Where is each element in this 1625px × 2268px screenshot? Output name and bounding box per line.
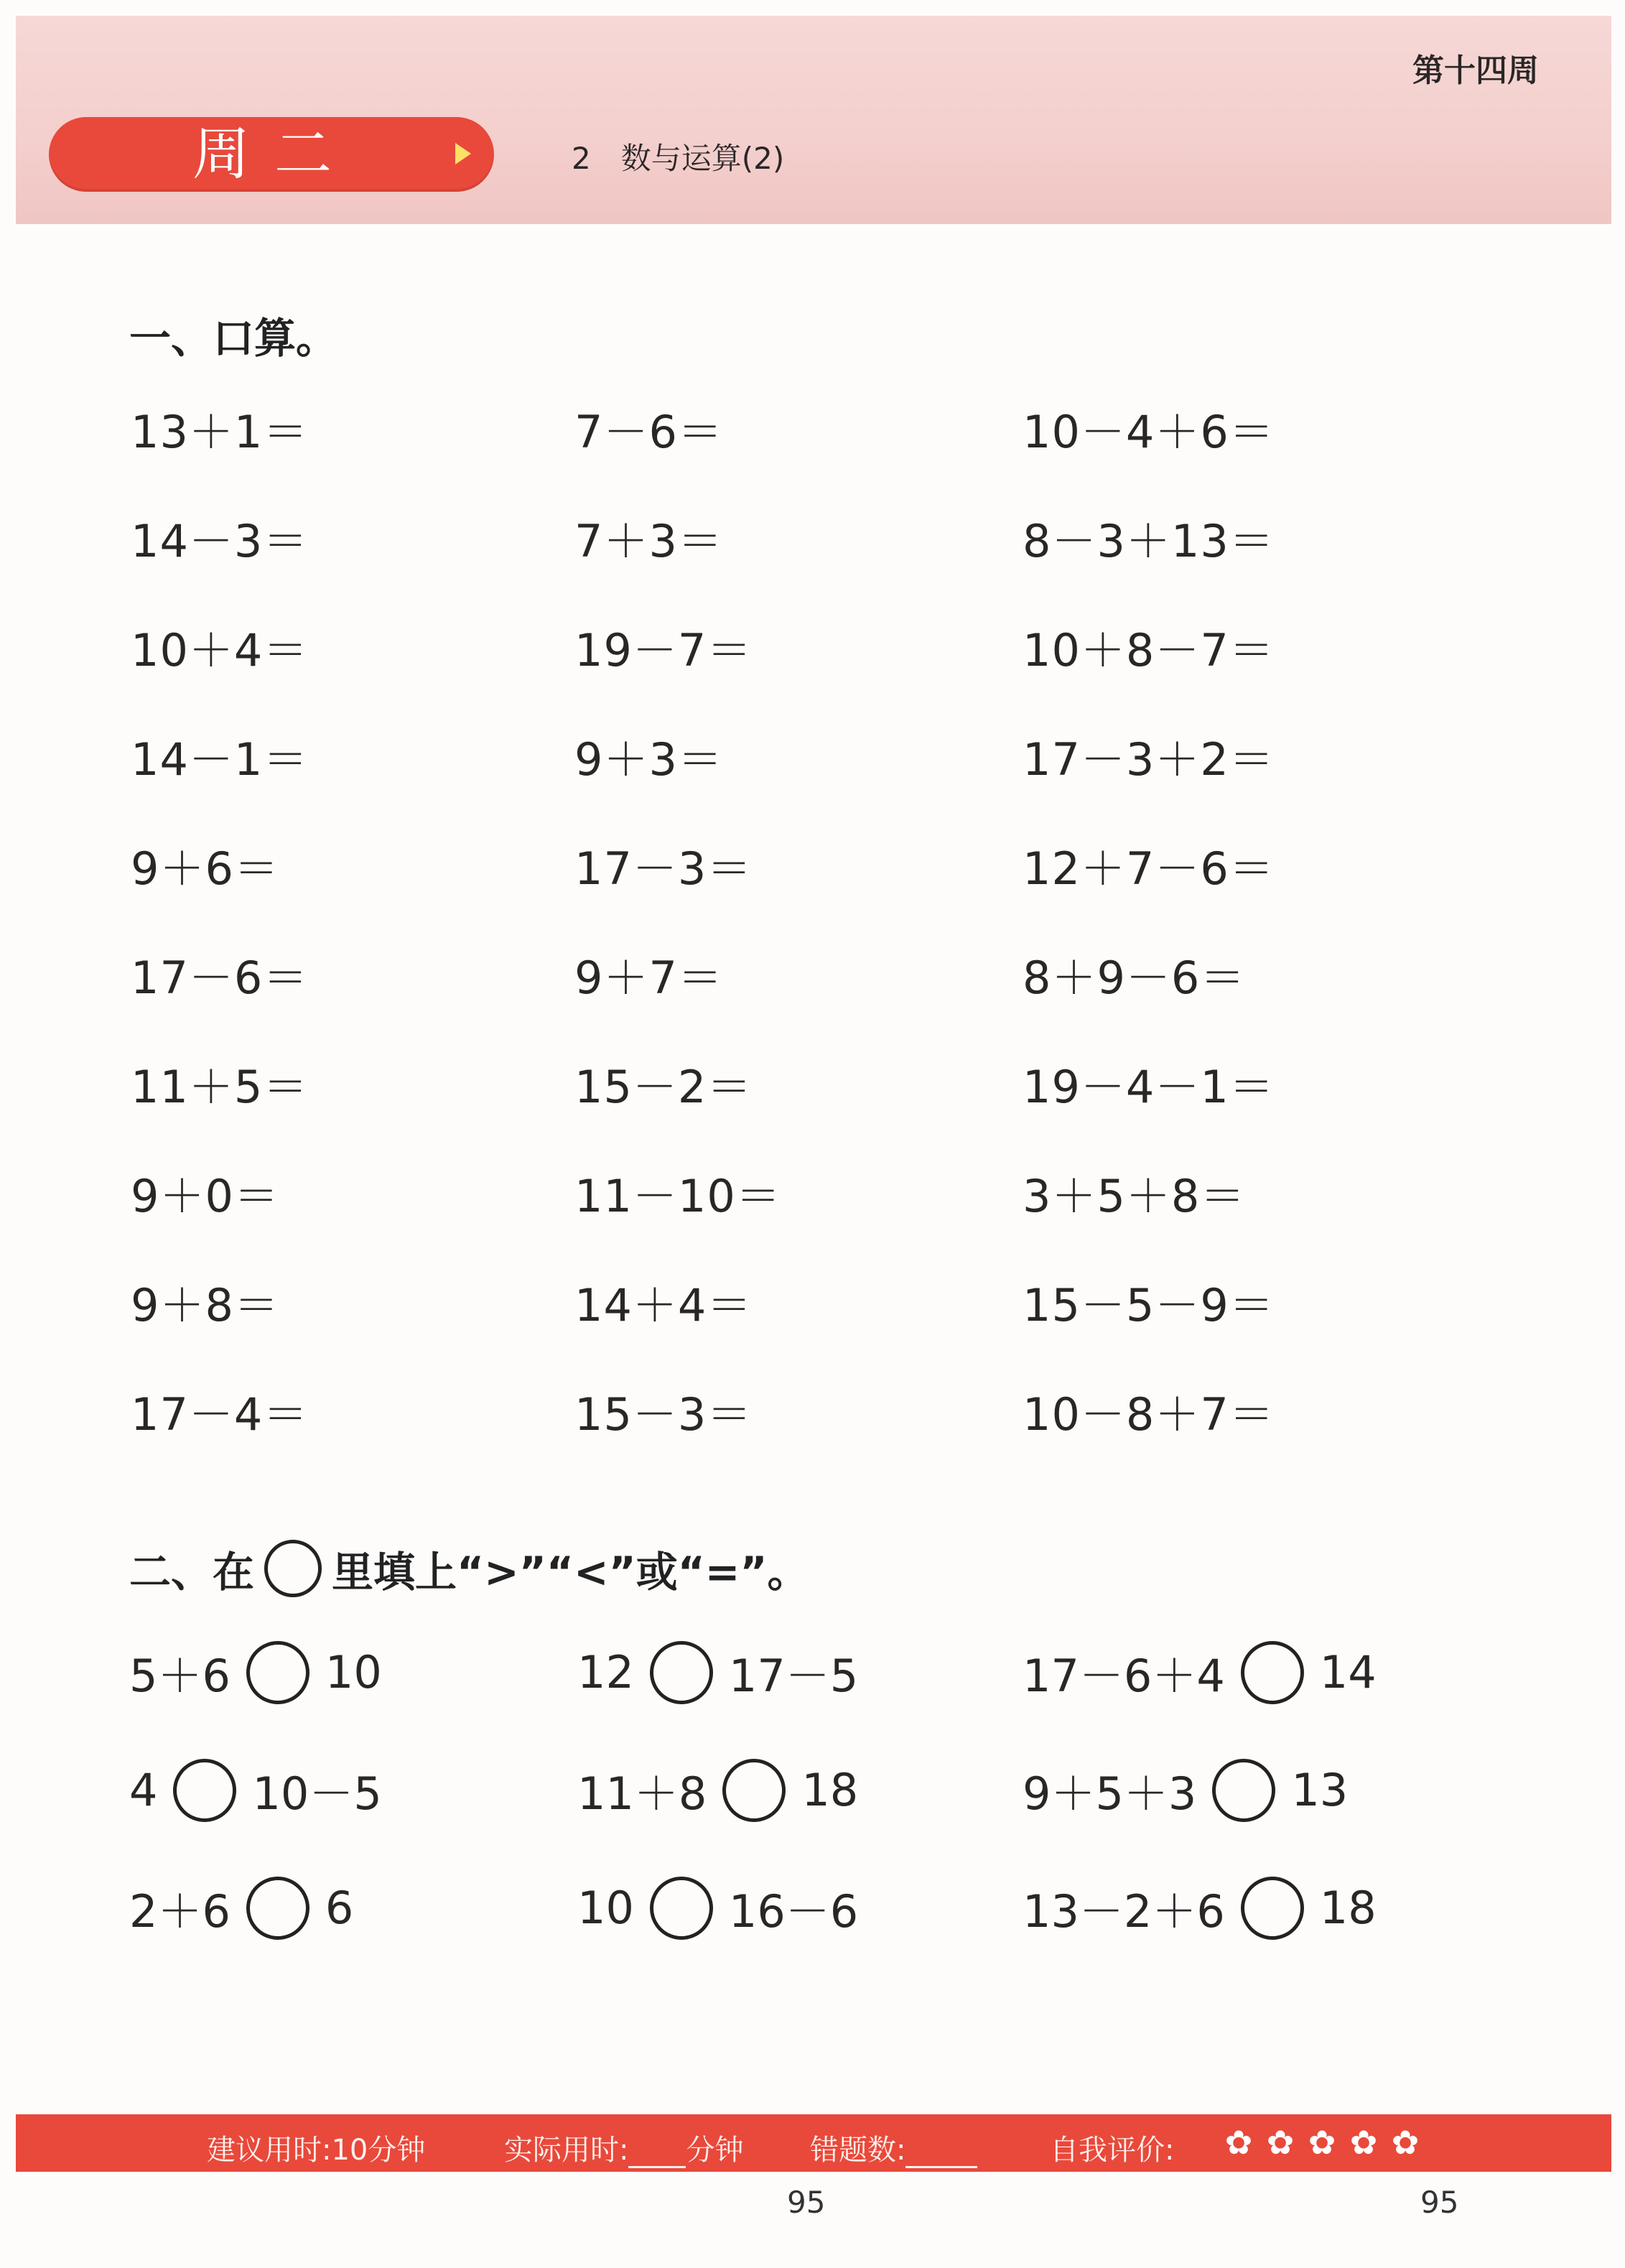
comparison-right: 13: [1291, 1764, 1349, 1816]
mental-math-item: 3＋5＋8＝: [1023, 1170, 1246, 1222]
comparison-left: 2＋6: [129, 1885, 231, 1938]
actual-time: [504, 2127, 743, 2168]
mental-math-item: 11－10＝: [574, 1170, 781, 1222]
mental-math-item: 11＋5＝: [131, 1061, 309, 1113]
actual-time-label: 实际用时:: [504, 2134, 629, 2167]
week-label: 第十四周: [1412, 52, 1539, 89]
mental-math-item: 19－7＝: [574, 624, 753, 677]
comparison-left: 11＋8: [577, 1767, 707, 1820]
page-number-center: 95: [787, 2185, 826, 2220]
answer-circle[interactable]: [1241, 1877, 1304, 1940]
mental-math-item: 7＋3＝: [574, 515, 723, 567]
mental-math-item: 10－4＋6＝: [1023, 406, 1275, 458]
section2-title: [129, 1538, 809, 1599]
flower-star-icon[interactable]: ✿: [1308, 2123, 1336, 2162]
mental-math-item: 8－3＋13＝: [1023, 515, 1275, 567]
comparison-left: 12: [577, 1646, 634, 1698]
comparison-item: [129, 1876, 353, 1940]
mental-math-item: 10＋8－7＝: [1023, 624, 1275, 677]
section2-title-before: 二、在: [129, 1548, 255, 1597]
mental-math-item: 14－3＝: [131, 515, 309, 567]
answer-circle[interactable]: [650, 1877, 713, 1940]
circle-icon: [264, 1540, 322, 1597]
answer-circle[interactable]: [1241, 1641, 1304, 1704]
day-title: 周二: [192, 121, 356, 187]
comparison-item: [1023, 1876, 1377, 1940]
mental-math-item: 14－1＝: [131, 733, 309, 786]
comparison-item: [577, 1758, 858, 1822]
mental-math-item: 13＋1＝: [131, 406, 309, 458]
comparison-right: 17－5: [728, 1650, 859, 1702]
section2-title-after: 里填上“>”“<”或“=”。: [332, 1548, 809, 1597]
answer-circle[interactable]: [650, 1641, 713, 1704]
answer-circle[interactable]: [246, 1877, 309, 1940]
comparison-right: 10: [325, 1646, 382, 1698]
comparison-right: 10－5: [252, 1767, 382, 1820]
mental-math-item: 15－2＝: [574, 1061, 753, 1113]
comparison-item: [1023, 1640, 1377, 1704]
comparison-left: 13－2＋6: [1023, 1885, 1225, 1938]
comparison-item: [129, 1640, 382, 1704]
flower-star-icon[interactable]: ✿: [1349, 2123, 1378, 2162]
comparison-left: 9＋5＋3: [1023, 1767, 1197, 1820]
comparison-item: [1023, 1758, 1348, 1822]
mental-math-item: 9＋7＝: [574, 952, 723, 1004]
comparison-right: 18: [801, 1764, 859, 1816]
comparison-left: 10: [577, 1882, 634, 1934]
mental-math-item: 12＋7－6＝: [1023, 842, 1275, 895]
self-eval-label: 自我评价:: [1050, 2134, 1175, 2167]
comparison-right: 18: [1319, 1882, 1377, 1934]
error-count-blank[interactable]: [905, 2142, 977, 2168]
mental-math-item: 10＋4＝: [131, 624, 309, 677]
topic-title: 2 数与运算(2): [572, 141, 785, 176]
comparison-right: 16－6: [728, 1885, 859, 1938]
mental-math-item: 17－3＝: [574, 842, 753, 895]
comparison-item: [129, 1758, 382, 1822]
mental-math-item: 17－3＋2＝: [1023, 733, 1275, 786]
flower-star-icon[interactable]: ✿: [1266, 2123, 1295, 2162]
comparison-right: 14: [1319, 1646, 1377, 1698]
comparison-item: [577, 1876, 858, 1940]
day-pill: [49, 117, 494, 192]
mental-math-item: 9＋0＝: [131, 1170, 279, 1222]
mental-math-item: 9＋3＝: [574, 733, 723, 786]
answer-circle[interactable]: [1212, 1759, 1275, 1822]
answer-circle[interactable]: [173, 1759, 236, 1822]
mental-math-item: 17－6＝: [131, 952, 309, 1004]
footer-band: [16, 2114, 1611, 2172]
flower-star-icon[interactable]: ✿: [1224, 2123, 1253, 2162]
mental-math-item: 15－3＝: [574, 1388, 753, 1441]
answer-circle[interactable]: [722, 1759, 786, 1822]
mental-math-item: 8＋9－6＝: [1023, 952, 1246, 1004]
actual-time-unit: 分钟: [686, 2134, 744, 2167]
mental-math-item: 9＋6＝: [131, 842, 279, 895]
mental-math-item: 7－6＝: [574, 406, 723, 458]
section1-title: 一、口算。: [129, 314, 338, 363]
answer-circle[interactable]: [246, 1641, 309, 1704]
self-eval-rating: [1222, 2123, 1430, 2162]
mental-math-item: 17－4＝: [131, 1388, 309, 1441]
actual-time-blank[interactable]: [628, 2142, 686, 2168]
error-count: [810, 2127, 977, 2168]
mental-math-item: 10－8＋7＝: [1023, 1388, 1275, 1441]
mental-math-item: 19－4－1＝: [1023, 1061, 1275, 1113]
suggested-time: 建议用时:10分钟: [207, 2134, 426, 2167]
mental-math-item: 15－5－9＝: [1023, 1279, 1275, 1331]
comparison-left: 4: [129, 1764, 158, 1816]
error-count-label: 错题数:: [810, 2134, 906, 2167]
comparison-left: 17－6＋4: [1023, 1650, 1225, 1702]
flower-star-icon[interactable]: ✿: [1391, 2123, 1420, 2162]
mental-math-item: 14＋4＝: [574, 1279, 753, 1331]
mental-math-item: 9＋8＝: [131, 1279, 279, 1331]
comparison-left: 5＋6: [129, 1650, 231, 1702]
play-arrow-icon: [455, 143, 471, 164]
page-number-right: 95: [1420, 2185, 1459, 2220]
comparison-right: 6: [325, 1882, 354, 1934]
comparison-item: [577, 1640, 858, 1704]
